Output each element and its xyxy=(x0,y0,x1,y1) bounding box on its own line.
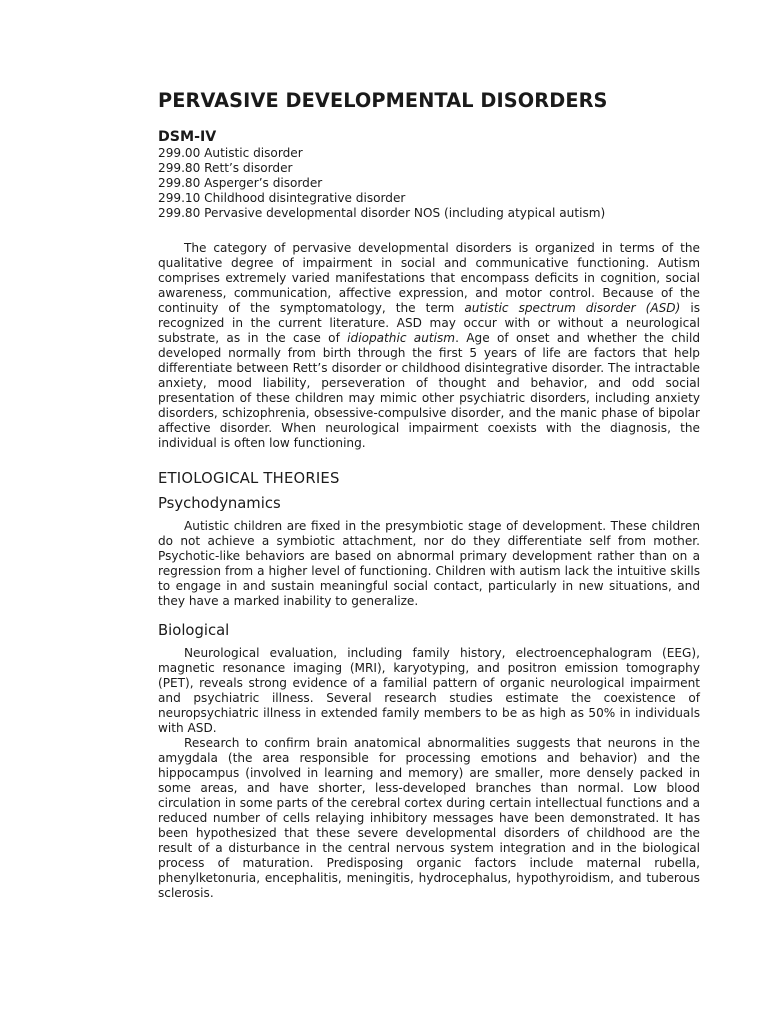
biological-paragraph-2: Research to confirm brain anatomical abnormalities suggests that neurons in the amygdala (the area responsible for processing emotions and behavior) and the hippocampus (involved in learning and memory) are smaller, more densely packed in some areas, and have shorter, less-developed branches than normal. Low blood circulation in some parts of the cerebral cortex during certain intellectual functions and a reduced number of cells relaying inhibitory messages have been demonstrated. It has been hypothesized that these severe developmental disorders of childhood are the result of a disturbance in the central nervous system integration and in the biological process of maturation. Predisposing organic factors include maternal rubella, phenylketonuria, encephalitis, meningitis, hydrocephalus, hypothyroidism, and tuberous sclerosis. xyxy=(158,736,700,900)
dsm-code-item: 299.10 Childhood disintegrative disorder xyxy=(158,191,406,205)
intro-term-asd: autistic spectrum disorder (ASD) xyxy=(464,301,681,315)
intro-text-part1: The category of pervasive developmental disorders is organized in terms of the qualitative degree of impairment in social and communicative functioning. Autism comprises extremely varied manifestations that encompass deficits in cognition, social awareness, communication, affective expression, and motor control. Because of the continuity of the symptomatology, the term xyxy=(158,241,700,315)
etiological-theories-heading: ETIOLOGICAL THEORIES xyxy=(158,470,340,487)
intro-paragraph xyxy=(158,241,700,451)
biological-paragraph-1: Neurological evaluation, including family history, electroencephalogram (EEG), magnetic resonance imaging (MRI), karyotyping, and positron emission tomography (PET), reveals strong evidence of a familial pattern of organic neurological impairment and psychiatric illness. Several research studies estimate the coexistence of neuropsychiatric illness in extended family members to be as high as 50% in individuals with ASD. xyxy=(158,646,700,735)
intro-text-part2: is recognized in the current literature. ASD may occur with or without a neurological substrate, as in the case of xyxy=(158,301,700,345)
dsm-code-item: 299.00 Autistic disorder xyxy=(158,146,303,160)
psychodynamics-heading: Psychodynamics xyxy=(158,495,281,512)
biological-heading: Biological xyxy=(158,622,230,639)
dsm-code-item: 299.80 Asperger’s disorder xyxy=(158,176,323,190)
document-title: PERVASIVE DEVELOPMENTAL DISORDERS xyxy=(158,89,608,112)
dsm-heading: DSM-IV xyxy=(158,129,217,145)
intro-text-part3: . Age of onset and whether the child developed normally from birth through the first 5 years of life are factors that help differentiate between Rett’s disorder or childhood disintegrative disorder. The intractable anxiety, mood liability, perseveration of thought and behavior, and odd social presentation of these children may mimic other psychiatric disorders, including anxiety disorders, schizophrenia, obsessive-compulsive disorder, and the manic phase of bipolar affective disorder. When neurological impairment coexists with the diagnosis, the individual is often low functioning. xyxy=(158,331,701,450)
dsm-code-item: 299.80 Rett’s disorder xyxy=(158,161,293,175)
dsm-code-list xyxy=(158,146,700,221)
dsm-code-item: 299.80 Pervasive developmental disorder NOS (including atypical autism) xyxy=(158,206,606,220)
psychodynamics-paragraph: Autistic children are fixed in the presymbiotic stage of development. These children do not achieve a symbiotic attachment, nor do they differentiate self from mother. Psychotic-like behaviors are based on abnormal primary development rather than on a regression from a higher level of functioning. Children with autism lack the intuitive skills to engage in and sustain meaningful social contact, particularly in new situations, and they have a marked inability to generalize. xyxy=(158,519,700,608)
document-content xyxy=(158,87,700,901)
intro-term-idiopathic: idiopathic autism xyxy=(347,331,456,345)
